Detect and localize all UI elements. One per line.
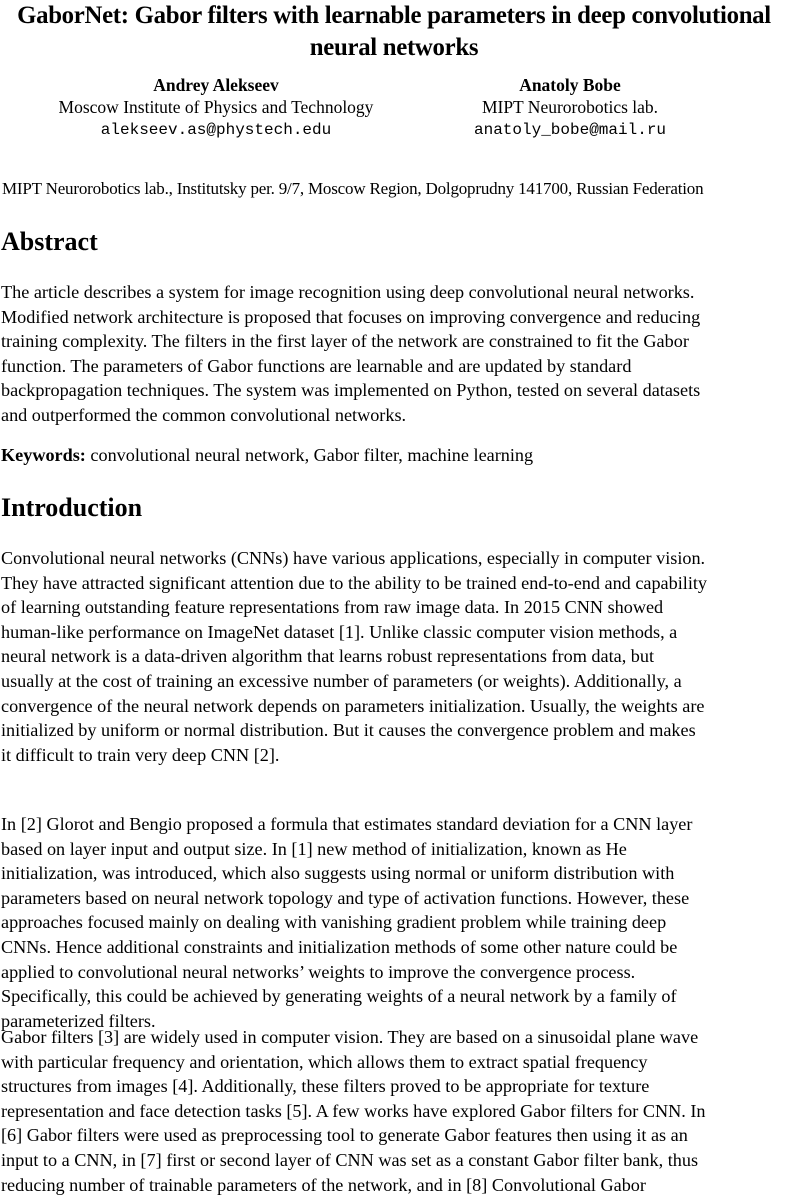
text-line: parameterized filters.	[1, 1010, 156, 1031]
text-line: They have attracted significant attention due to the ability to be trained end-to-end and capability	[1, 572, 708, 593]
text-line: [6] Gabor filters were used as preprocessing tool to generate Gabor features then using it as an	[1, 1125, 688, 1146]
text-line: and outperformed the common convolutional networks.	[1, 404, 407, 425]
text-line: In [2] Glorot and Bengio proposed a formula that estimates standard deviation for a CNN layer	[1, 814, 693, 834]
author-name: Anatoly Bobe	[519, 75, 621, 95]
text-line: it difficult to train very deep CNN [2].	[1, 744, 280, 765]
author-affiliation: MIPT Neurorobotics lab.	[481, 97, 659, 117]
text-line: Modified network architecture is proposed that focuses on improving convergence and reducing	[1, 306, 701, 327]
keywords-label: Keywords:	[1, 445, 86, 465]
author-affiliation: Moscow Institute of Physics and Technology	[58, 97, 374, 117]
text-line: initialization, was introduced, which also suggests using normal or uniform distribution with	[1, 863, 675, 884]
text-line: convergence of the neural network depends on parameters initialization. Usually, the weights are	[1, 695, 705, 716]
text-line: training complexity. The filters in the first layer of the network are constrained to fit the Gabor	[1, 331, 689, 352]
abstract-heading: Abstract	[1, 227, 98, 256]
title-line: neural networks	[309, 34, 479, 61]
author-name: Andrey Alekseev	[153, 75, 279, 95]
abstract-paragraph	[1, 280, 787, 428]
intro-paragraph-2	[1, 812, 787, 1033]
text-line: structures from images [4]. Additionally, these filters proved to be appropriate for texture	[1, 1076, 650, 1097]
text-line: function. The parameters of Gabor functions are learnable and are updated by standard	[1, 355, 632, 376]
text-line: parameters based on neural network topology and type of activation functions. However, these	[1, 887, 690, 908]
author-email[interactable]: anatoly_bobe@mail.ru	[473, 121, 667, 139]
text-line: of learning outstanding feature representations from raw image data. In 2015 CNN showed	[1, 597, 664, 618]
text-line: CNNs. Hence additional constraints and initialization methods of some other nature could be	[1, 936, 678, 957]
paper-title	[0, 0, 788, 64]
intro-paragraph-1	[1, 546, 787, 767]
text-line: Gabor filters [3] are widely used in computer vision. They are based on a sinusoidal plane wave	[1, 1027, 699, 1047]
text-line: based on layer input and output size. In [1] new method of initialization, known as He	[1, 838, 627, 859]
text-line: The article describes a system for image recognition using deep convolutional neural networks.	[1, 282, 695, 302]
author-email[interactable]: alekseev.as@phystech.edu	[100, 121, 332, 139]
text-line: input to a CNN, in [7] first or second layer of CNN was set as a constant Gabor filter bank, thus	[1, 1149, 699, 1170]
text-line: human-like performance on ImageNet dataset [1]. Unlike classic computer vision methods, a	[1, 621, 678, 642]
affiliation-line: MIPT Neurorobotics lab., Institutsky per. 9/7, Moscow Region, Dolgoprudny 141700, Russian Federation	[2, 179, 704, 198]
author-block-2	[420, 74, 720, 142]
text-line: representation and face detection tasks [5]. A few works have explored Gabor filters for CNN. In	[1, 1100, 706, 1121]
text-line: reducing number of trainable parameters of the network, and in [8] Convolutional Gabor	[1, 1174, 646, 1195]
text-line: Specifically, this could be achieved by generating weights of a neural network by a family of	[1, 986, 677, 1007]
text-line: backpropagation techniques. The system was implemented on Python, tested on several datasets	[1, 380, 701, 401]
keywords-text: convolutional neural network, Gabor filter, machine learning	[85, 445, 534, 465]
keywords-line	[1, 443, 787, 468]
author-block-1	[36, 74, 396, 142]
text-line: applied to convolutional neural networks’ weights to improve the convergence process.	[1, 961, 636, 982]
text-line: with particular frequency and orientation, which allows them to extract spatial frequency	[1, 1051, 648, 1072]
text-line: neural network is a data-driven algorithm that learns robust representations from data, but	[1, 646, 655, 667]
text-line: Convolutional neural networks (CNNs) have various applications, especially in computer vision.	[1, 548, 706, 568]
text-line: initialized by uniform or normal distribution. But it causes the convergence problem and makes	[1, 720, 696, 741]
intro-paragraph-3	[1, 1025, 787, 1197]
text-line: usually at the cost of training an excessive number of parameters (or weights). Additionally, a	[1, 670, 682, 691]
introduction-heading: Introduction	[1, 493, 143, 522]
title-line: GaborNet: Gabor filters with learnable parameters in deep convolutional	[17, 2, 771, 29]
text-line: approaches focused mainly on dealing with vanishing gradient problem while training deep	[1, 912, 667, 933]
